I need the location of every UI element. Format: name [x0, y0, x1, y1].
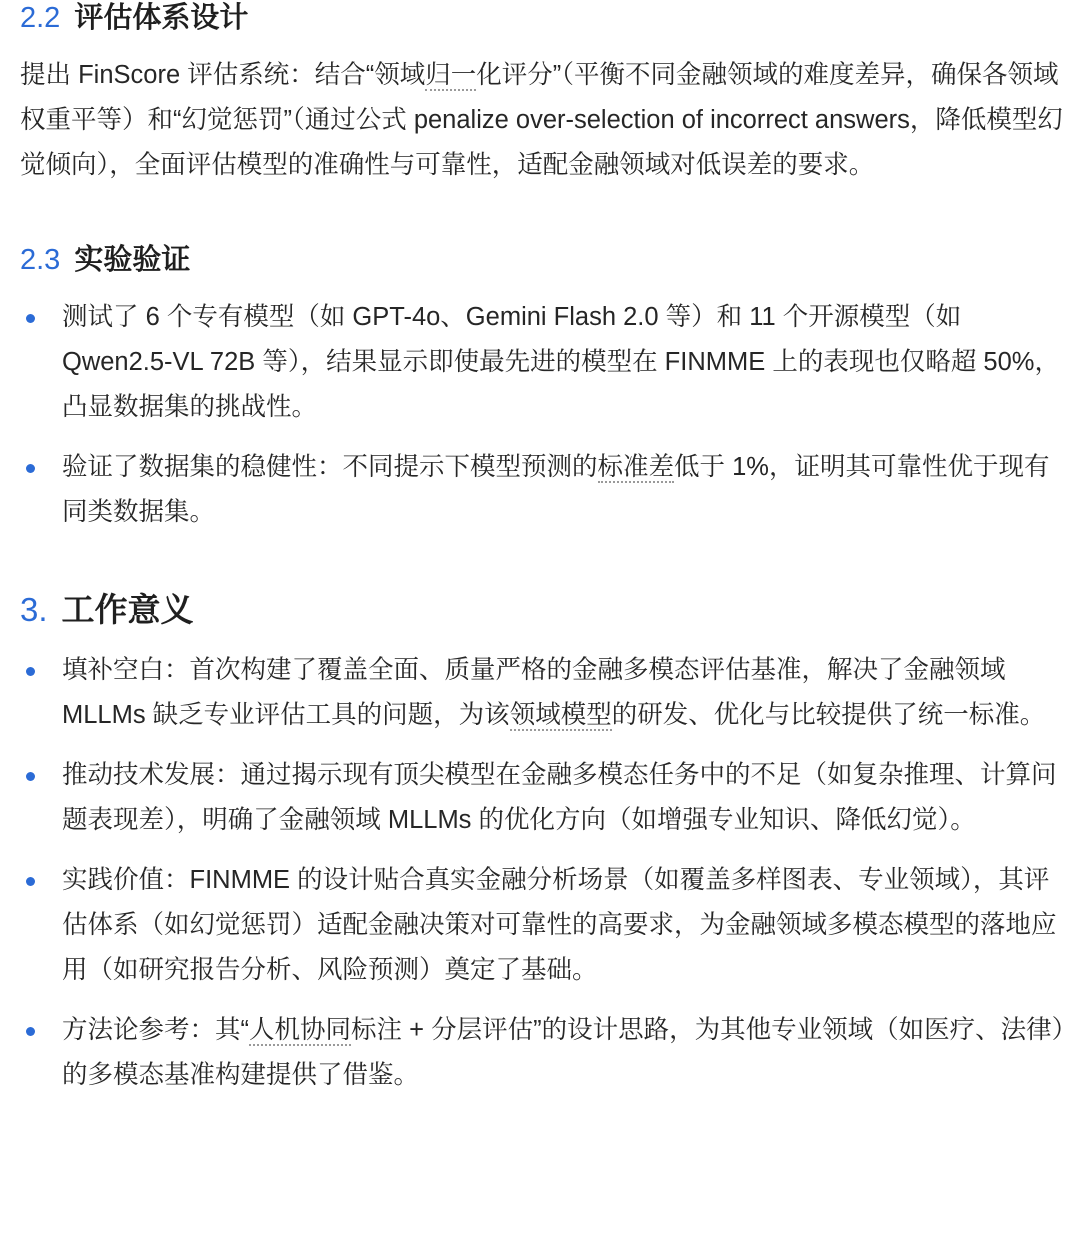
bullet-icon: [26, 314, 35, 323]
text-segment: 低于 1%，证明其可靠性优于现有同类数据集。: [62, 453, 1050, 526]
text-segment: 化评分”（平衡不同金融领域的难度差异，确保各领域权重平等）和“幻觉惩罚”（通过公式 penalize over-selection of incorrect answers，降低模型幻觉倾向），全面评估模型的准确性与可靠性，适配金融领域对低误差的要求。: [20, 61, 1063, 179]
evaluation-design-paragraph: [20, 53, 1072, 188]
list-item-text: [62, 656, 1045, 731]
section-number: 2.2: [20, 2, 61, 34]
bullet-icon: [26, 772, 35, 781]
section-heading-3: [20, 587, 1072, 633]
text-segment: 实践价值：FINMME 的设计贴合真实金融分析场景（如覆盖多样图表、专业领域），其评估体系（如幻觉惩罚）适配金融决策对可靠性的高要求，为金融领域多模态模型的落地应用（如研究报告分析、风险预测）奠定了基础。: [62, 866, 1057, 984]
section-title: 实验验证: [74, 244, 191, 276]
text-segment: 推动技术发展：通过揭示现有顶尖模型在金融多模态任务中的不足（如复杂推理、计算问题表现差），明确了金融领域 MLLMs 的优化方向（如增强专业知识、降低幻觉）。: [62, 761, 1057, 834]
list-item: [20, 753, 1072, 843]
list-item-text: [62, 866, 1057, 984]
section-number: 3.: [20, 591, 48, 628]
bullet-icon: [26, 1027, 35, 1036]
bullet-icon: [26, 877, 35, 886]
text-segment: 验证了数据集的稳健性：不同提示下模型预测的: [62, 453, 598, 481]
dotted-term[interactable]: 人机协同: [249, 1016, 352, 1044]
text-segment: 方法论参考：其“: [62, 1016, 249, 1044]
experiment-list: [20, 295, 1072, 535]
section-title: 工作意义: [61, 591, 194, 628]
bullet-icon: [26, 667, 35, 676]
text-segment: 提出 FinScore 评估系统：结合“领域: [20, 61, 426, 89]
list-item: [20, 858, 1072, 993]
bullet-icon: [26, 464, 35, 473]
text-segment: 测试了 6 个专有模型（如 GPT-4o、Gemini Flash 2.0 等）和 11 个开源模型（如 Qwen2.5-VL 72B 等），结果显示即使最先进的模型在 FINMME 上的表现也仅略超 50%，凸显数据集的挑战性。: [62, 303, 1060, 421]
text-segment: 标注 + 分层评估”的设计思路，为其他专业领域（如医疗、法律）的多模态基准构建提供了借鉴。: [62, 1016, 1065, 1089]
text-segment: 的研发、优化与比较提供了统一标准。: [611, 701, 1046, 729]
section-heading-2-2: [20, 0, 1072, 38]
list-item-text: [62, 453, 1049, 526]
dotted-term[interactable]: 标准差: [597, 453, 675, 481]
list-item: [20, 1008, 1072, 1098]
section-title: 评估体系设计: [74, 2, 249, 34]
section-number: 2.3: [20, 244, 61, 276]
dotted-term[interactable]: 归一: [425, 61, 477, 89]
text-segment: 填补空白：首次构建了覆盖全面、质量严格的金融多模态评估基准，解决了金融领域 MLLMs 缺乏专业评估工具的问题，为该: [62, 656, 1006, 729]
list-item: [20, 445, 1072, 535]
list-item: [20, 295, 1072, 430]
list-item-text: [62, 1016, 1064, 1089]
dotted-term[interactable]: 领域模型: [509, 701, 612, 729]
significance-list: [20, 648, 1072, 1098]
section-heading-2-3: [20, 240, 1072, 280]
list-item: [20, 648, 1072, 738]
list-item-text: [62, 303, 1060, 421]
list-item-text: [62, 761, 1057, 834]
